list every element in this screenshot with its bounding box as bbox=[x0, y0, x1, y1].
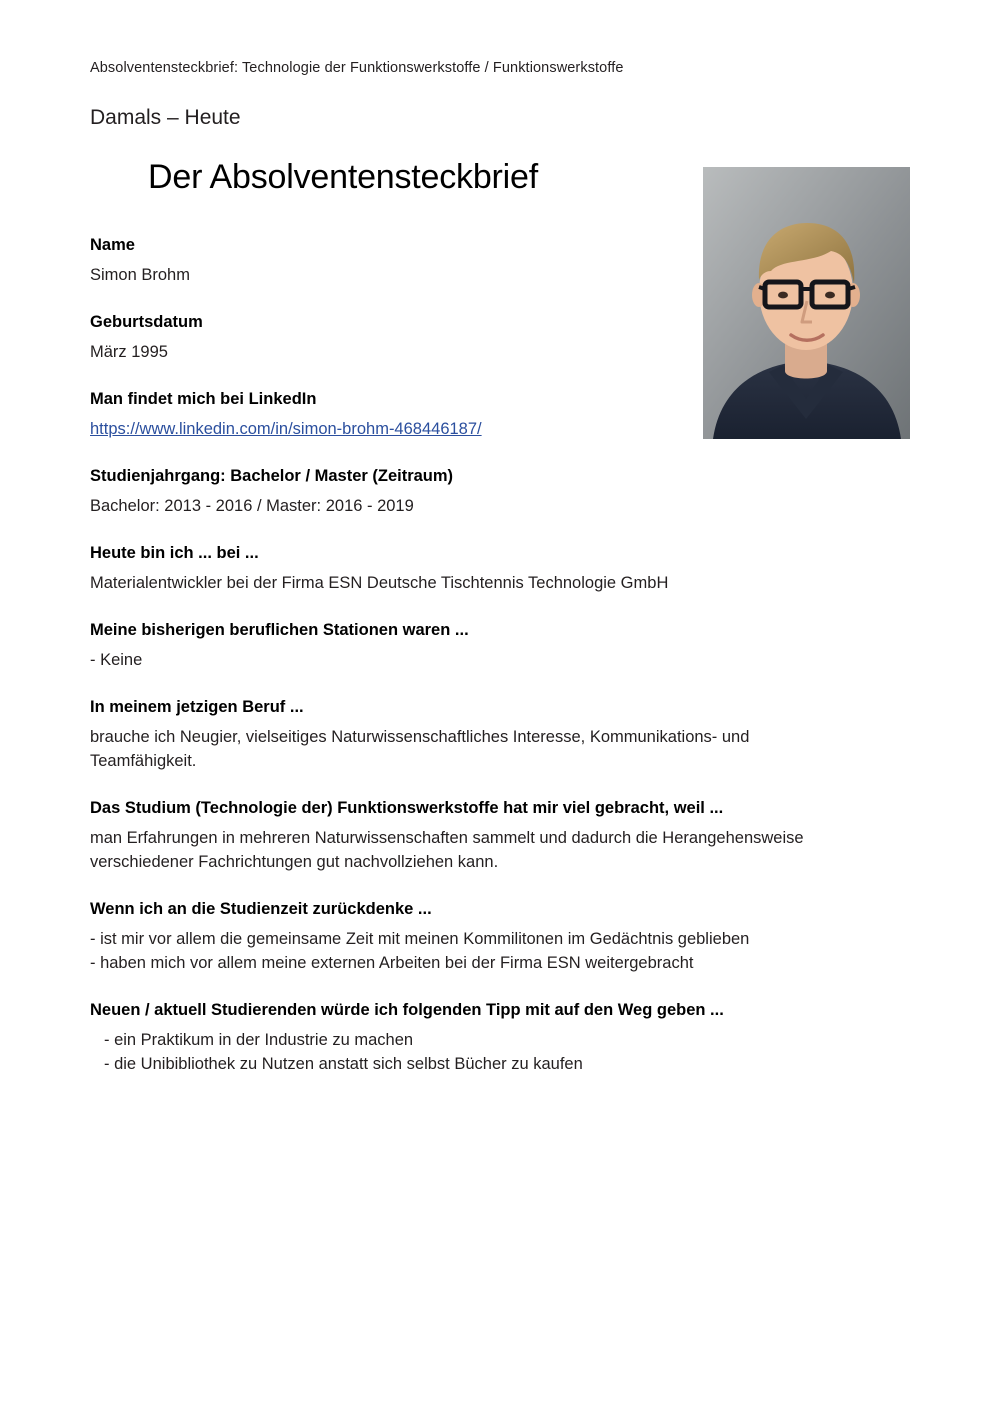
page-title: Der Absolventensteckbrief bbox=[148, 158, 538, 196]
field-tipp-studierende-label: Neuen / aktuell Studierenden würde ich folgenden Tipp mit auf den Weg geben ... bbox=[90, 1001, 724, 1020]
field-studium-gebracht-value: man Erfahrungen in mehreren Naturwissenschaften sammelt und dadurch die Herangehensweise verschiedener Fachrichtungen gut nachvollziehen kann. bbox=[90, 829, 804, 872]
field-name-label: Name bbox=[90, 236, 135, 254]
field-name-value: Simon Brohm bbox=[90, 266, 190, 285]
field-jetziger-beruf-label: In meinem jetzigen Beruf ... bbox=[90, 698, 304, 717]
field-linkedin-label: Man findet mich bei LinkedIn bbox=[90, 390, 317, 409]
document-header: Absolventensteckbrief: Technologie der Funktionswerkstoffe / Funktionswerkstoffe bbox=[90, 60, 624, 76]
field-studienjahrgang bbox=[90, 466, 910, 519]
field-studienzeit-rueckblick-line2: - haben mich vor allem meine externen Arbeiten bei der Firma ESN weitergebracht bbox=[90, 954, 694, 973]
field-linkedin bbox=[90, 389, 910, 442]
field-geburtsdatum-value: März 1995 bbox=[90, 343, 168, 362]
linkedin-profile-link[interactable]: https://www.linkedin.com/in/simon-brohm-468446187/ bbox=[90, 420, 482, 439]
field-studienjahrgang-value: Bachelor: 2013 - 2016 / Master: 2016 - 2019 bbox=[90, 497, 414, 516]
field-berufliche-stationen bbox=[90, 620, 910, 673]
field-name bbox=[90, 235, 910, 288]
document-subheader: Damals – Heute bbox=[90, 106, 241, 129]
steckbrief-content bbox=[90, 235, 910, 1077]
field-studienjahrgang-label: Studienjahrgang: Bachelor / Master (Zeitraum) bbox=[90, 467, 454, 486]
field-heute-bin-ich bbox=[90, 543, 910, 596]
field-studienzeit-rueckblick-line1: - ist mir vor allem die gemeinsame Zeit mit meinen Kommilitonen im Gedächtnis geblieben bbox=[90, 930, 750, 949]
field-tipp-studierende bbox=[90, 1000, 910, 1077]
field-heute-bin-ich-value: Materialentwickler bei der Firma ESN Deutsche Tischtennis Technologie GmbH bbox=[90, 574, 669, 593]
field-geburtsdatum-label: Geburtsdatum bbox=[90, 313, 203, 332]
field-studienzeit-rueckblick bbox=[90, 899, 910, 976]
field-geburtsdatum bbox=[90, 312, 910, 365]
field-heute-bin-ich-label: Heute bin ich ... bei ... bbox=[90, 544, 259, 563]
field-tipp-studierende-line1: - ein Praktikum in der Industrie zu machen bbox=[104, 1031, 414, 1050]
field-jetziger-beruf-value: brauche ich Neugier, vielseitiges Naturwissenschaftliches Interesse, Kommunikations- und Teamfähigkeit. bbox=[90, 728, 750, 771]
field-berufliche-stationen-label: Meine bisherigen beruflichen Stationen waren ... bbox=[90, 621, 469, 640]
field-tipp-studierende-line2: - die Unibibliothek zu Nutzen anstatt sich selbst Bücher zu kaufen bbox=[104, 1055, 583, 1074]
field-studium-gebracht bbox=[90, 798, 910, 875]
field-studienzeit-rueckblick-label: Wenn ich an die Studienzeit zurückdenke ... bbox=[90, 900, 432, 919]
field-berufliche-stationen-value: - Keine bbox=[90, 651, 143, 670]
field-studium-gebracht-label: Das Studium (Technologie der) Funktionswerkstoffe hat mir viel gebracht, weil ... bbox=[90, 799, 724, 818]
field-jetziger-beruf bbox=[90, 697, 910, 774]
